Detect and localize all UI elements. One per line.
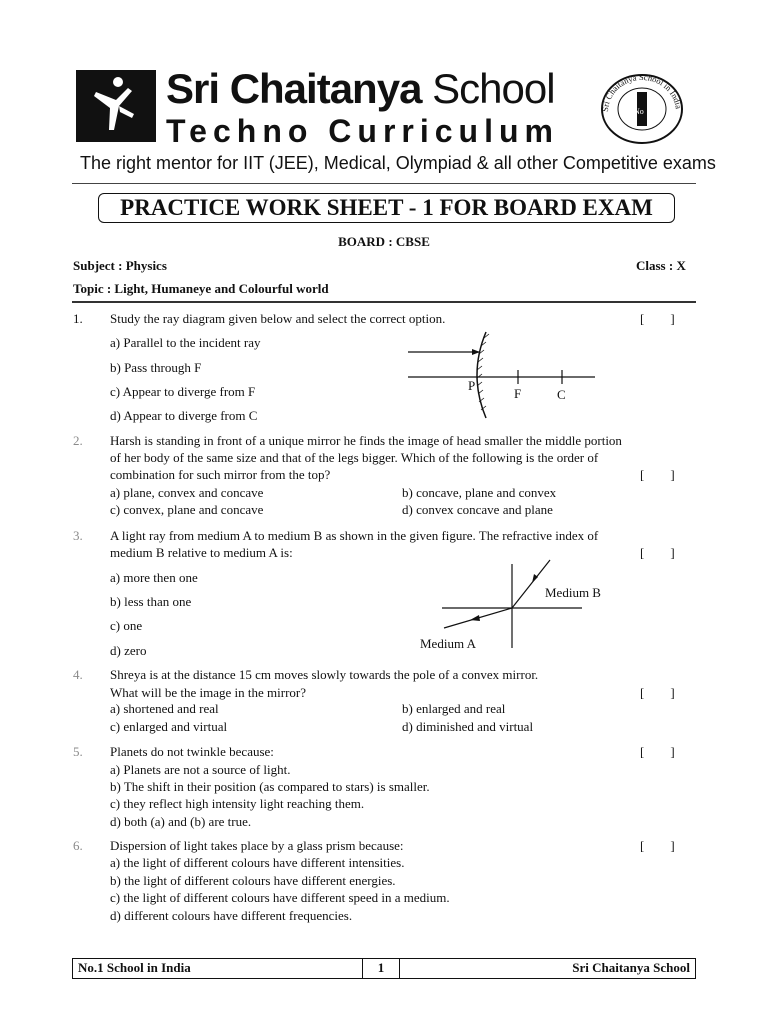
question-number: 1.: [73, 311, 83, 326]
page-number-cell: [362, 959, 400, 978]
question-number: 3.: [73, 528, 83, 543]
question-number: 6.: [73, 838, 83, 853]
question-text-line-2: medium B relative to medium A is:: [110, 545, 293, 560]
brand-subtitle: Techno Curriculum: [166, 113, 559, 149]
footer-right-text: Sri Chaitanya School: [572, 960, 690, 975]
page-title: PRACTICE WORK SHEET - 1 FOR BOARD EXAM: [98, 193, 675, 223]
option-b: b) concave, plane and convex: [402, 485, 557, 500]
question-number: 2.: [73, 433, 83, 448]
label-f: F: [514, 386, 522, 401]
seal-badge: No: [634, 107, 644, 116]
option-a: a) Parallel to the incident ray: [110, 335, 261, 350]
question-text: Dispersion of light takes place by a glass prism because:: [110, 838, 404, 853]
question-text-line-1: Shreya is at the distance 15 cm moves slowly towards the pole of a convex mirror.: [110, 667, 539, 682]
option-c: c) they reflect high intensity light reaching them.: [110, 796, 365, 811]
label-medium-b: Medium B: [545, 585, 601, 600]
option-d: d) different colours have different frequencies.: [110, 908, 353, 923]
option-b: b) enlarged and real: [402, 701, 506, 716]
board-label: BOARD : CBSE: [338, 234, 430, 249]
question-text-line-2: of her body of the same size and that of the legs bigger. Which of the following is the order of: [110, 450, 599, 465]
label-c: C: [557, 387, 566, 402]
class-label: Class : X: [636, 258, 686, 273]
answer-bracket: [ ]: [640, 545, 675, 560]
option-c: c) one: [110, 618, 143, 633]
option-b: b) Pass through F: [110, 360, 202, 375]
question-text-line-3: combination for such mirror from the top?: [110, 467, 331, 482]
topic-divider: [72, 301, 696, 303]
question-text-line-2: What will be the image in the mirror?: [110, 685, 307, 700]
option-a: a) Planets are not a source of light.: [110, 762, 291, 777]
page-footer: [72, 958, 696, 979]
footer-left-text: No.1 School in India: [78, 960, 191, 975]
answer-bracket: [ ]: [640, 744, 675, 759]
question-text: Study the ray diagram given below and select the correct option.: [110, 311, 446, 326]
answer-bracket: [ ]: [640, 838, 675, 853]
brand-name-part1: Sri Chaitanya: [166, 65, 422, 112]
option-d: d) diminished and virtual: [402, 719, 534, 734]
question-text: Planets do not twinkle because:: [110, 744, 274, 759]
tagline: The right mentor for IIT (JEE), Medical, Olympiad & all other Competitive exams: [80, 153, 716, 173]
option-c: c) enlarged and virtual: [110, 719, 228, 734]
question-text-line-1: Harsh is standing in front of a unique mirror he finds the image of head smaller the middle portion: [110, 433, 622, 448]
seal-text: Sri Chaitanya School in India: [599, 72, 684, 113]
subject-label: Subject : Physics: [73, 258, 167, 273]
question-text-line-1: A light ray from medium A to medium B as shown in the given figure. The refractive index of: [110, 528, 599, 543]
question-number: 5.: [73, 744, 83, 759]
brand-name-part2: School: [432, 65, 555, 112]
option-a: a) the light of different colours have different intensities.: [110, 855, 405, 870]
label-medium-a: Medium A: [420, 636, 476, 651]
option-a: a) plane, convex and concave: [110, 485, 264, 500]
question-number: 4.: [73, 667, 83, 682]
answer-bracket: [ ]: [640, 685, 675, 700]
option-d: d) zero: [110, 643, 147, 658]
option-d: d) both (a) and (b) are true.: [110, 814, 252, 829]
option-d: d) convex concave and plane: [402, 502, 553, 517]
label-p: P: [468, 378, 476, 393]
option-b: b) The shift in their position (as compared to stars) is smaller.: [110, 779, 430, 794]
refraction-diagram: [400, 556, 640, 656]
option-a: a) more then one: [110, 570, 198, 585]
option-c: c) Appear to diverge from F: [110, 384, 256, 399]
option-d: d) Appear to diverge from C: [110, 408, 258, 423]
answer-bracket: [ ]: [640, 311, 675, 326]
brand-name: [166, 64, 555, 114]
option-a: a) shortened and real: [110, 701, 219, 716]
page-number: 1: [377, 960, 385, 975]
option-b: b) the light of different colours have different energies.: [110, 873, 396, 888]
option-c: c) convex, plane and concave: [110, 502, 264, 517]
seal-icon: [598, 72, 686, 146]
school-logo: [76, 70, 156, 142]
runner-logo-icon: [76, 70, 156, 142]
topic-label: Topic : Light, Humaneye and Colourful world: [73, 281, 329, 296]
answer-bracket: [ ]: [640, 467, 675, 482]
convex-mirror-ray-diagram: [400, 330, 600, 420]
school-seal: [598, 72, 686, 146]
option-c: c) the light of different colours have different speed in a medium.: [110, 890, 450, 905]
header-divider: [72, 183, 696, 184]
option-b: b) less than one: [110, 594, 192, 609]
